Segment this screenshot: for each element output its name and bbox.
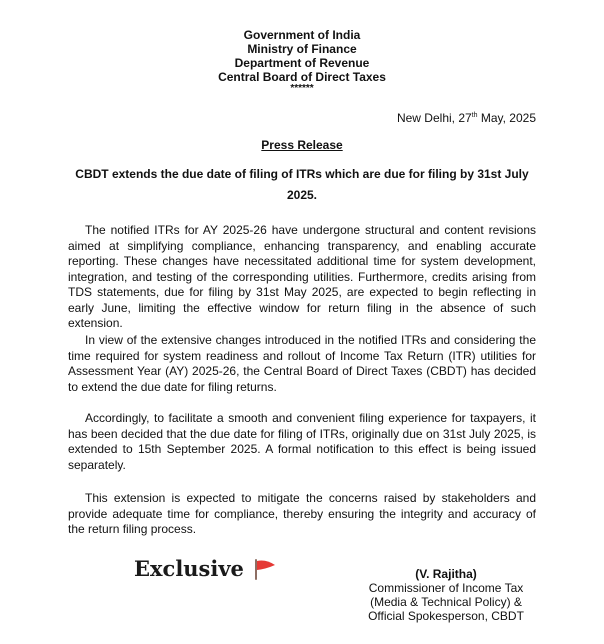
signatory-title-2: (Media & Technical Policy) & [370, 595, 522, 609]
letterhead [0, 28, 604, 93]
header-board: Central Board of Direct Taxes [218, 70, 386, 84]
exclusive-watermark [134, 556, 278, 581]
header-government: Government of India [243, 28, 361, 42]
body-paragraph-1: The notified ITRs for AY 2025-26 have undergone structural and content revisions aimed at simplifying compliance, enhancing transparency, and enabling accurate reporting. These changes have necessitated additional time for system development, integration, and testing of the corresponding utilities. Furthermore, credits arising from TDS statements, due for filing by 31st May 2025, are expected to begin reflecting in early June, limiting the effective window for return filing in the absence of such extension. [68, 223, 536, 330]
header-separator: ****** [290, 83, 314, 94]
signatory-title-3: Official Spokesperson, CBDT [368, 609, 524, 623]
date-place-day: New Delhi, 27 [396, 111, 472, 125]
body-paragraph-3: Accordingly, to facilitate a smooth and convenient filing experience for taxpayers, it has been decided that the due date for filing of ITRs, originally due on 31st July 2025, is extended to 15th September 2025. A formal notification to this effect is being issued separately. [68, 411, 536, 472]
signature-block [356, 567, 536, 623]
signatory-name: (V. Rajitha) [415, 567, 477, 581]
release-subject: CBDT extends the due date of filing of ITRs which are due for filing by 31st July 2025. [75, 167, 529, 202]
header-department: Department of Revenue [234, 56, 370, 70]
exclusive-label: Exclusive [134, 556, 244, 581]
header-ministry: Ministry of Finance [247, 42, 357, 56]
body-paragraph-2: In view of the extensive changes introduced in the notified ITRs and considering the time required for system readiness and rollout of Income Tax Return (ITR) utilities for Assessment Year (AY) 2025-26, the Central Board of Direct Taxes (CBDT) has decided to extend the due date for filing returns. [68, 333, 536, 394]
signatory-title-1: Commissioner of Income Tax [368, 581, 524, 595]
release-date [397, 111, 536, 125]
body-paragraph-4: This extension is expected to mitigate the concerns raised by stakeholders and provide adequate time for compliance, thereby ensuring the integrity and accuracy of the return filing process. [68, 491, 536, 536]
triangular-flag-icon [252, 558, 278, 580]
date-day-suffix: th [471, 112, 478, 119]
date-month-year: May, 2025 [477, 111, 536, 125]
press-release-heading: Press Release [261, 138, 343, 152]
